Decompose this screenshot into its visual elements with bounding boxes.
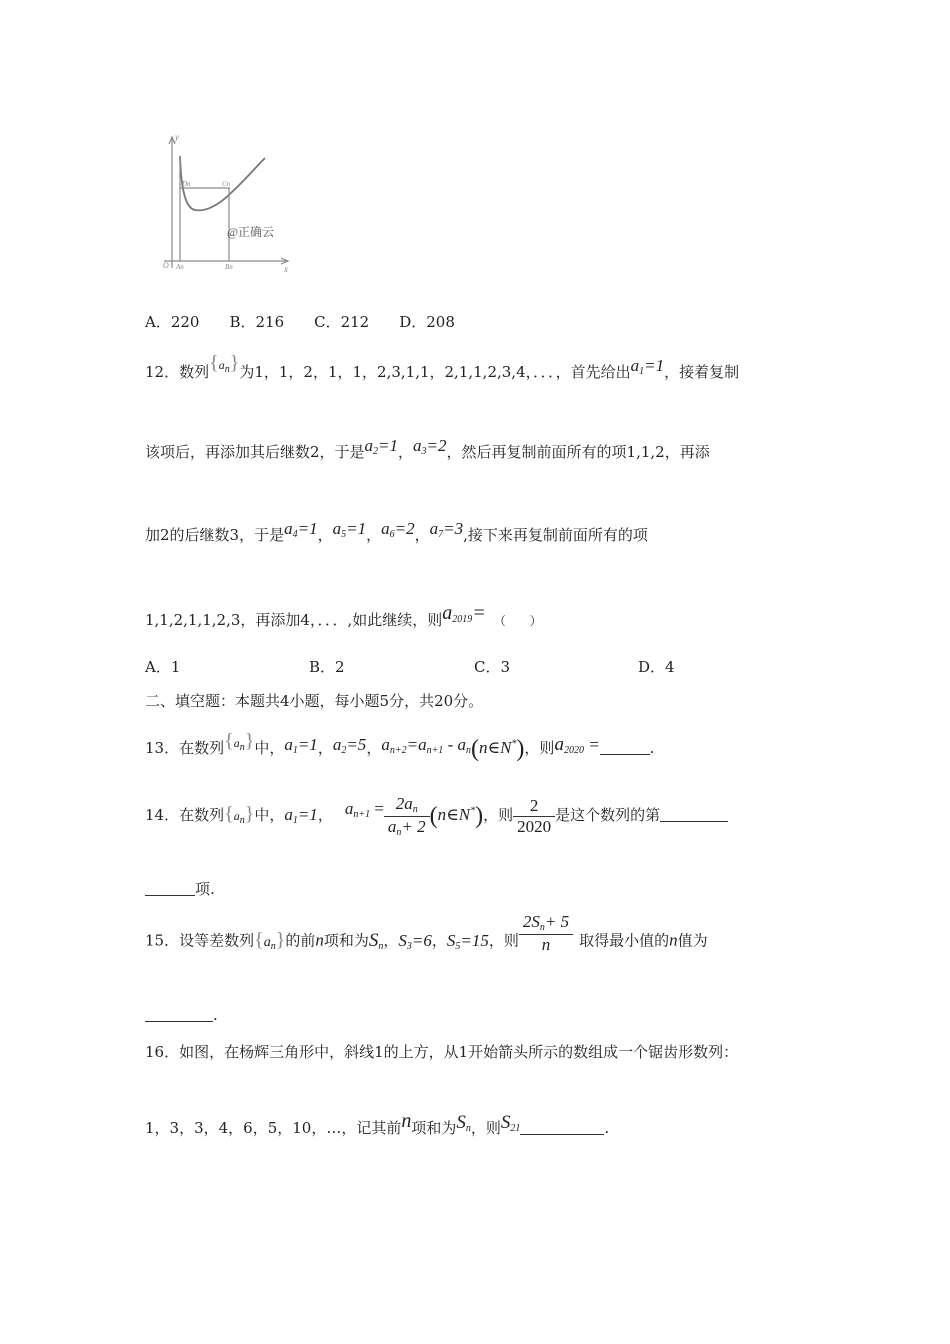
- q12-option-a: A．1: [145, 658, 181, 676]
- q13-then: ，则: [524, 739, 555, 757]
- q13-a2: a2=5: [332, 735, 367, 756]
- q12-a2: a2=1: [364, 436, 399, 457]
- q15-fraction: $\frac{2Sn+ 5}{n}$: [519, 912, 573, 954]
- q14-line2: [145, 878, 215, 899]
- q14-answer-blank-1[interactable]: [660, 807, 728, 822]
- q14-eq: =: [370, 799, 384, 818]
- function-graph-figure: [150, 128, 300, 276]
- origin-label: O: [163, 261, 169, 270]
- q13-mid: 中，: [254, 739, 285, 757]
- q12-seq-an: {an}: [209, 352, 240, 375]
- q14-number: 14．在数列: [145, 806, 225, 824]
- q16-end: .: [604, 1119, 610, 1137]
- q12-text3a: 加2的后继数3，于是: [145, 526, 285, 544]
- q12-option-b: B．2: [309, 658, 345, 676]
- q13-line: 13．在数列$^{\{a_n\}}$中，a1=1，a2=5，an+2=an+1 - an(n∈N*)，则a2020 = .: [145, 730, 655, 762]
- q14-paren-close: ): [475, 803, 484, 829]
- q16-n: n: [401, 1110, 412, 1132]
- q15-answer-blank[interactable]: [145, 1007, 213, 1022]
- q15-n: n: [315, 930, 324, 950]
- y-label: y: [175, 132, 179, 142]
- q14-line2-text: 项.: [195, 880, 215, 898]
- q14-answer-blank-2[interactable]: [145, 881, 195, 896]
- q13-a1: a1=1: [284, 735, 318, 756]
- q16-line1: 16．如图，在杨辉三角形中，斜线1的上方，从1开始箭头所示的数组成一个锯齿形数列：: [145, 1043, 739, 1061]
- q16-line2: [145, 1110, 609, 1138]
- q13-answer-blank[interactable]: [600, 740, 650, 755]
- q11-options: A．220 B．216 C．212 D．208: [145, 313, 455, 331]
- q12-text1b: ，接着复制: [664, 363, 740, 381]
- q15-seq-an: $\{a_n\}$: [254, 928, 286, 952]
- cn-label: Cn: [222, 180, 231, 188]
- q12-a6: a6=2: [381, 519, 415, 540]
- q15-then: ，则: [488, 931, 519, 950]
- q14-line: [145, 794, 728, 838]
- q15-s3: S3=6: [398, 930, 432, 952]
- q12-text1a: 为1，1，2，1，1，2,3,1,1，2,1,1,2,3,4，．．．，首先给出: [239, 363, 631, 381]
- q16-sn: Sn: [456, 1112, 471, 1134]
- q12-text4a: 1,1,2,1,1,2,3，再添加4，．．．,如此继续，则: [145, 611, 443, 629]
- q12-text2b: ，然后再复制前面所有的项1,1,2，再添: [446, 443, 710, 461]
- q14-an1: an+1: [344, 799, 371, 820]
- q13-number: 13．在数列: [145, 739, 225, 757]
- q12-line3: 加2的后继数3，于是a4=1，a5=1，a6=2，a7=3,接下来再复制前面所有的项: [145, 519, 648, 544]
- q14-a1: a1=1: [284, 805, 318, 826]
- q12-line4: [145, 602, 542, 630]
- q12-option-d: D．4: [638, 658, 675, 676]
- q12-a5: a5=1: [332, 519, 367, 540]
- q13-recurrence: an+2=an+1 - an: [381, 735, 471, 756]
- bn-label: Bn: [225, 263, 233, 271]
- q14-seq-an: $\{a_n\}$: [224, 803, 255, 826]
- q12-a4: a4=1: [284, 519, 318, 540]
- q16-text2a: 1，3，3，4，6，5，10，…，记其前: [145, 1119, 402, 1137]
- q12-option-c: C．3: [474, 658, 511, 676]
- q15-sn: Sn: [368, 929, 384, 952]
- q13-condition: n∈N*: [478, 738, 517, 757]
- q12-text2a: 该项后，再添加其后继数2，于是: [145, 443, 365, 461]
- q14-condition: n∈N*: [437, 805, 476, 824]
- q16-text2b: 项和为: [411, 1119, 457, 1137]
- q15-text1: 的前: [285, 931, 316, 950]
- q12-number: 12．数列: [145, 363, 210, 381]
- q13-paren-close: ): [516, 736, 525, 762]
- dn-label: Dn: [182, 180, 191, 188]
- q12-a1: a1=1: [630, 356, 665, 377]
- q15-end: .: [213, 1006, 218, 1024]
- x-label: x: [284, 264, 288, 274]
- q15-text4: 值为: [677, 931, 708, 950]
- watermark: @正确云: [227, 225, 275, 239]
- q14-text: 是这个数列的第: [555, 806, 661, 824]
- q14-mid: 中，: [254, 806, 285, 824]
- q13-paren-open: (: [470, 736, 479, 762]
- q12-answer-paren: （ ）: [493, 614, 542, 628]
- an-label: An: [176, 263, 184, 271]
- q14-then: ，则: [483, 806, 514, 824]
- q14-fraction-2: $\frac{2}{2020}$: [513, 796, 555, 836]
- q16-then: ，则: [470, 1119, 501, 1137]
- q14-comma: ，: [317, 806, 333, 824]
- q13-end: .: [649, 739, 655, 757]
- q14-paren-open: (: [429, 803, 438, 829]
- q15-number: 15．设等差数列: [145, 931, 255, 950]
- q13-comma: ，: [317, 739, 333, 757]
- q14-fraction: $\frac{2an}{an+ 2}$: [384, 794, 430, 838]
- q12-a2019: a2019=: [442, 602, 486, 625]
- q16-s21: S21: [500, 1112, 521, 1134]
- section2-heading: 二、填空题：本题共4小题，每小题5分，共20分。: [145, 692, 484, 710]
- q15-text2: 项和为: [323, 931, 369, 950]
- q15-line2: [145, 1006, 218, 1024]
- q15-text3: 取得最小值的: [579, 931, 670, 950]
- q15-s5: S5=15: [446, 930, 489, 952]
- q16-answer-blank[interactable]: [520, 1120, 604, 1135]
- q12-a7: a7=3: [429, 519, 464, 540]
- q15-line: 15．设等差数列$\{a_n\}$的前n项和为Sn，S3=6，S5=15，则 $\frac{2Sn+ 5}{n}$ 取得最小值的n值为: [145, 912, 708, 954]
- q13-a2020: a2020 =: [554, 734, 600, 756]
- q12-line2: 该项后，再添加其后继数2，于是a2=1，a3=2，然后再复制前面所有的项1,1,2，再添: [145, 436, 710, 461]
- q13-seq-an: {an}: [224, 730, 255, 753]
- q12-line1: [145, 352, 739, 382]
- q12-text3b: ,接下来再复制前面所有的项: [463, 526, 648, 544]
- q12-a3: a3=2: [413, 436, 447, 457]
- q15-n-2: n: [669, 930, 678, 950]
